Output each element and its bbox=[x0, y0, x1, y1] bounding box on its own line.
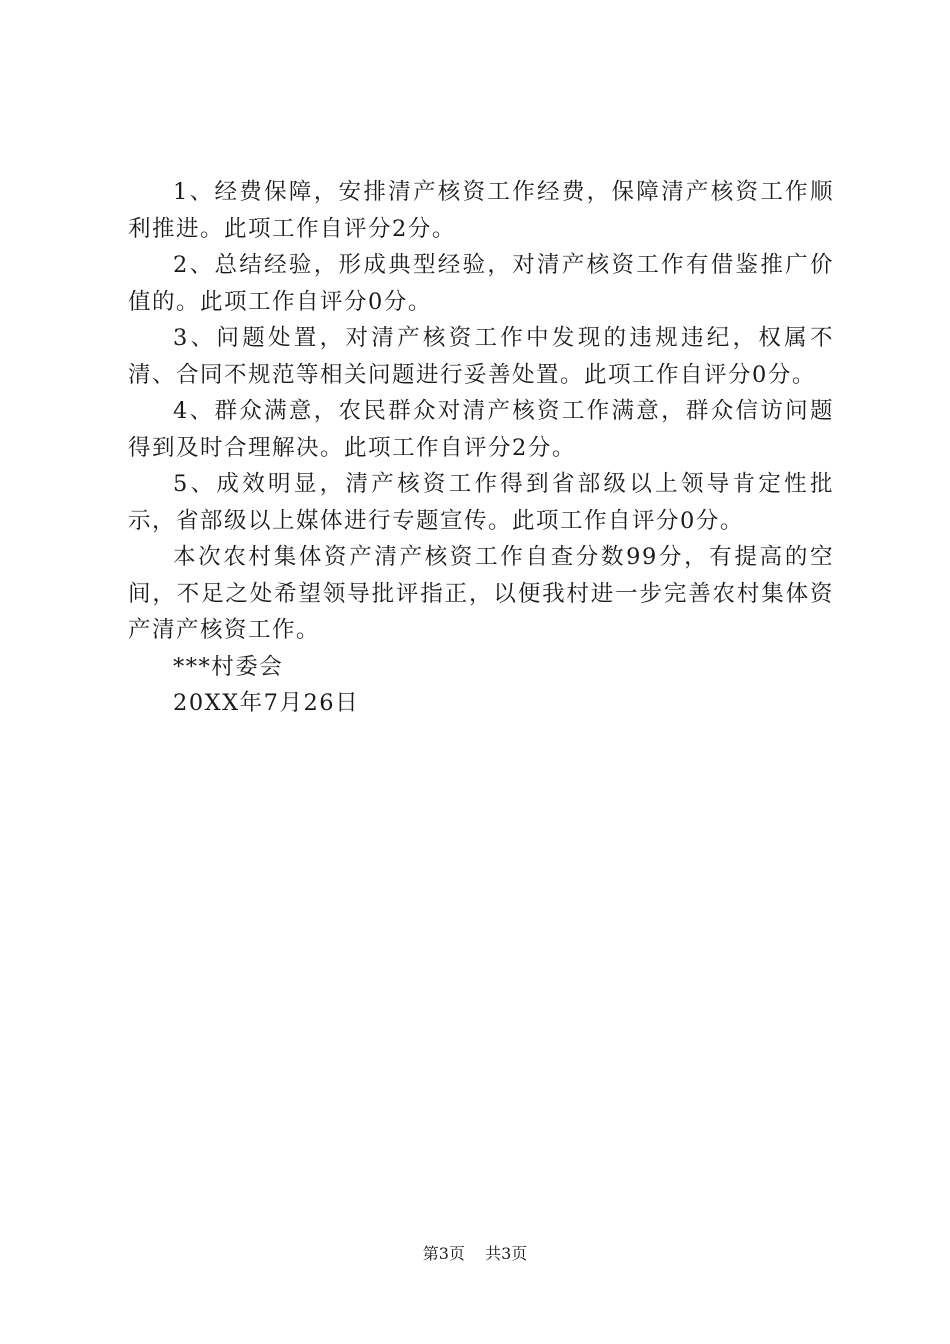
page-number: 第3页 bbox=[422, 1244, 465, 1263]
paragraph-2: 2、总结经验，形成典型经验，对清产核资工作有借鉴推广价值的。此项工作自评分0分。 bbox=[128, 252, 834, 315]
paragraph-4: 4、群众满意，农民群众对清产核资工作满意，群众信访问题得到及时合理解决。此项工作自评分2分。 bbox=[128, 398, 834, 461]
document-body bbox=[128, 174, 834, 722]
signature: ***村委会 bbox=[173, 653, 284, 680]
page-total: 共3页 bbox=[485, 1244, 528, 1263]
paragraph-3: 3、问题处置，对清产核资工作中发现的违规违纪，权属不清、合同不规范等相关问题进行妥善处置。此项工作自评分0分。 bbox=[128, 325, 834, 388]
paragraph-summary: 本次农村集体资产清产核资工作自查分数99分，有提高的空间，不足之处希望领导批评指正，以便我村进一步完善农村集体资产清产核资工作。 bbox=[128, 544, 834, 643]
paragraph-1: 1、经费保障，安排清产核资工作经费，保障清产核资工作顺利推进。此项工作自评分2分。 bbox=[128, 179, 834, 242]
date: 20XX年7月26日 bbox=[173, 690, 360, 716]
page-footer bbox=[0, 1244, 950, 1264]
paragraph-5: 5、成效明显，清产核资工作得到省部级以上领导肯定性批示，省部级以上媒体进行专题宣传。此项工作自评分0分。 bbox=[128, 471, 834, 534]
